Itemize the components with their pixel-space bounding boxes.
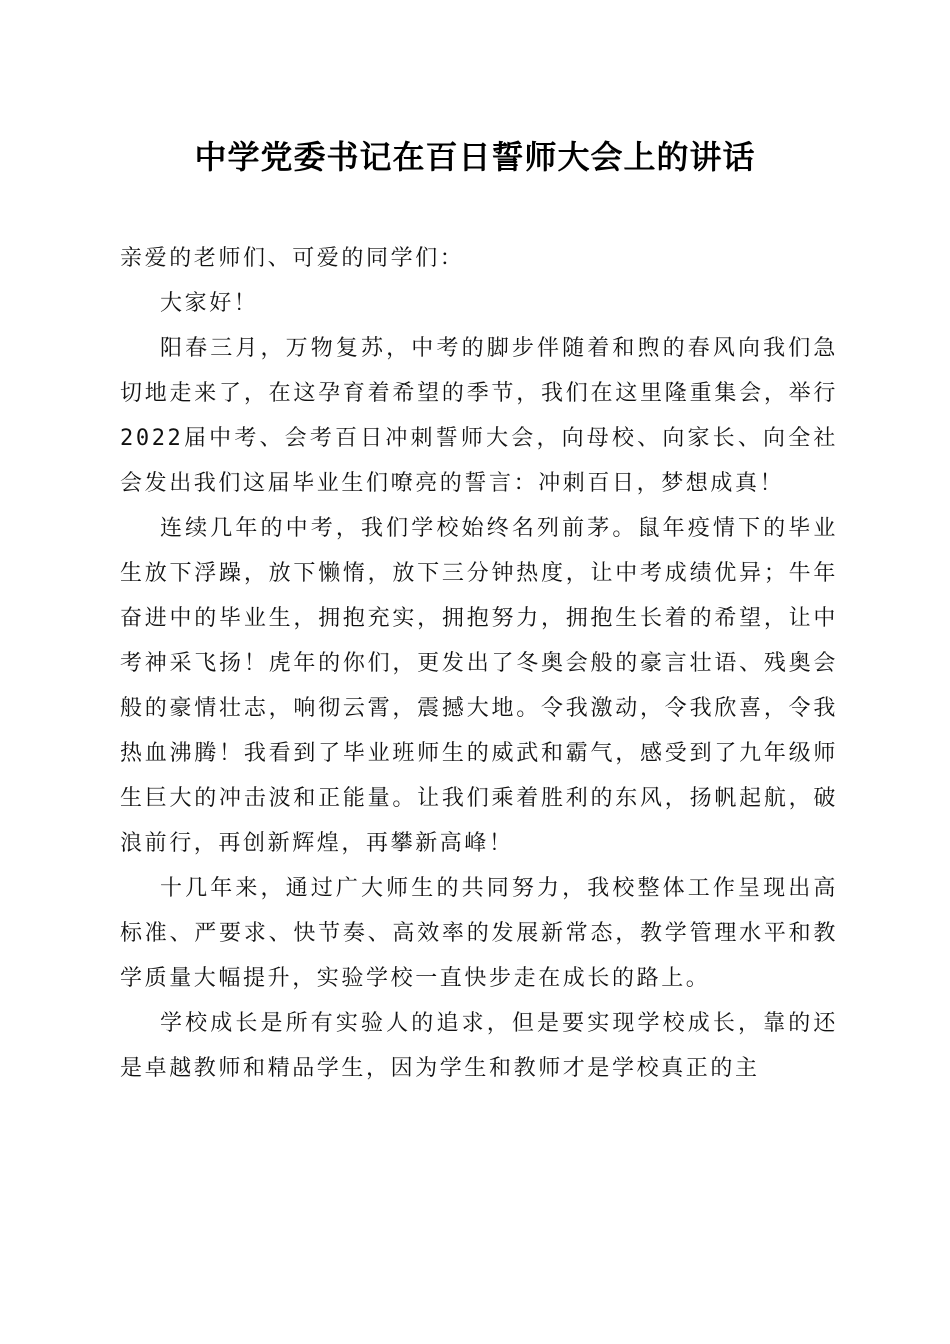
document-title: 中学党委书记在百日誓师大会上的讲话 (194, 138, 756, 176)
salutation: 亲爱的老师们、可爱的同学们： (120, 246, 465, 271)
document-body (120, 236, 838, 1091)
paragraph: 连续几年的中考，我们学校始终名列前茅。鼠年疫情下的毕业生放下浮躁，放下懒惰，放下三分钟热度，让中考成绩优异；牛年奋进中的毕业生，拥抱充实，拥抱努力，拥抱生长着的希望，让中考神采飞扬！虎年的你们，更发出了冬奥会般的豪言壮语、残奥会般的豪情壮志，响彻云霄，震撼大地。令我激动，令我欣喜，令我热血沸腾！我看到了毕业班师生的威武和霸气，感受到了九年级师生巨大的冲击波和正能量。让我们乘着胜利的东风，扬帆起航，破浪前行，再创新辉煌，再攀新高峰！ (120, 516, 838, 856)
paragraph: 十几年来，通过广大师生的共同努力，我校整体工作呈现出高标准、严要求、快节奏、高效率的发展新常态，教学管理水平和教学质量大幅提升，实验学校一直快步走在成长的路上。 (120, 876, 838, 991)
paragraph: 阳春三月，万物复苏，中考的脚步伴随着和煦的春风向我们急切地走来了，在这孕育着希望的季节，我们在这里隆重集会，举行2022届中考、会考百日冲刺誓师大会，向母校、向家长、向全社会发出我们这届毕业生们嘹亮的誓言：冲刺百日，梦想成真！ (120, 336, 838, 496)
paragraph-greeting: 大家好！ (160, 291, 259, 316)
paragraph: 学校成长是所有实验人的追求，但是要实现学校成长，靠的还是卓越教师和精品学生，因为学生和教师才是学校真正的主 (120, 1011, 838, 1081)
